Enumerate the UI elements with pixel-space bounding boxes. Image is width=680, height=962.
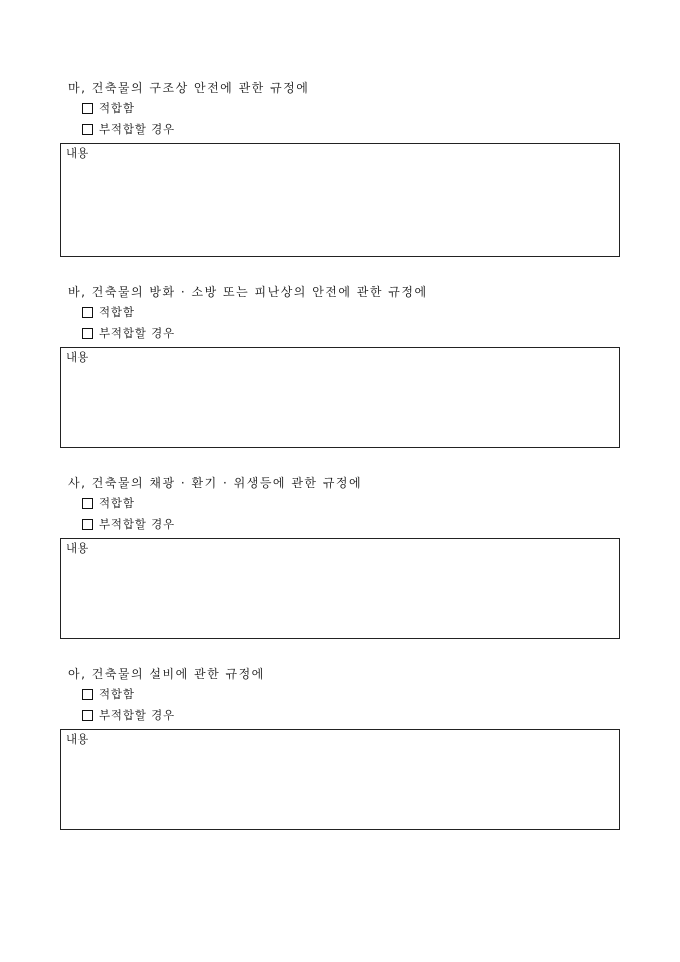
option-conform[interactable] xyxy=(82,101,135,115)
checkbox-nonconform[interactable] xyxy=(82,328,93,339)
section-title: 사, 건축물의 채광 · 환기 · 위생등에 관한 규정에 xyxy=(68,476,363,490)
option-nonconform[interactable] xyxy=(82,517,175,531)
option-nonconform-label: 부적합할 경우 xyxy=(99,708,175,722)
option-conform-label: 적합함 xyxy=(99,305,135,319)
option-conform-label: 적합함 xyxy=(99,687,135,701)
content-box[interactable] xyxy=(60,729,620,830)
content-box[interactable] xyxy=(60,347,620,448)
checkbox-nonconform[interactable] xyxy=(82,124,93,135)
option-nonconform-label: 부적합할 경우 xyxy=(99,122,175,136)
section-title: 마, 건축물의 구조상 안전에 관한 규정에 xyxy=(68,81,310,95)
checkbox-conform[interactable] xyxy=(82,307,93,318)
section-title: 아, 건축물의 설비에 관한 규정에 xyxy=(68,667,265,681)
option-nonconform[interactable] xyxy=(82,708,175,722)
option-nonconform-label: 부적합할 경우 xyxy=(99,517,175,531)
option-conform-label: 적합함 xyxy=(99,101,135,115)
content-box[interactable] xyxy=(60,143,620,257)
checkbox-conform[interactable] xyxy=(82,689,93,700)
option-conform[interactable] xyxy=(82,305,135,319)
checkbox-nonconform[interactable] xyxy=(82,519,93,530)
content-box[interactable] xyxy=(60,538,620,639)
content-label: 내용 xyxy=(66,732,89,746)
section-title: 바, 건축물의 방화 · 소방 또는 피난상의 안전에 관한 규정에 xyxy=(68,285,428,299)
checkbox-nonconform[interactable] xyxy=(82,710,93,721)
option-conform-label: 적합함 xyxy=(99,496,135,510)
option-conform[interactable] xyxy=(82,687,135,701)
content-label: 내용 xyxy=(66,350,89,364)
option-conform[interactable] xyxy=(82,496,135,510)
checkbox-conform[interactable] xyxy=(82,498,93,509)
content-label: 내용 xyxy=(66,146,89,160)
content-label: 내용 xyxy=(66,541,89,555)
option-nonconform-label: 부적합할 경우 xyxy=(99,326,175,340)
option-nonconform[interactable] xyxy=(82,326,175,340)
checkbox-conform[interactable] xyxy=(82,103,93,114)
option-nonconform[interactable] xyxy=(82,122,175,136)
